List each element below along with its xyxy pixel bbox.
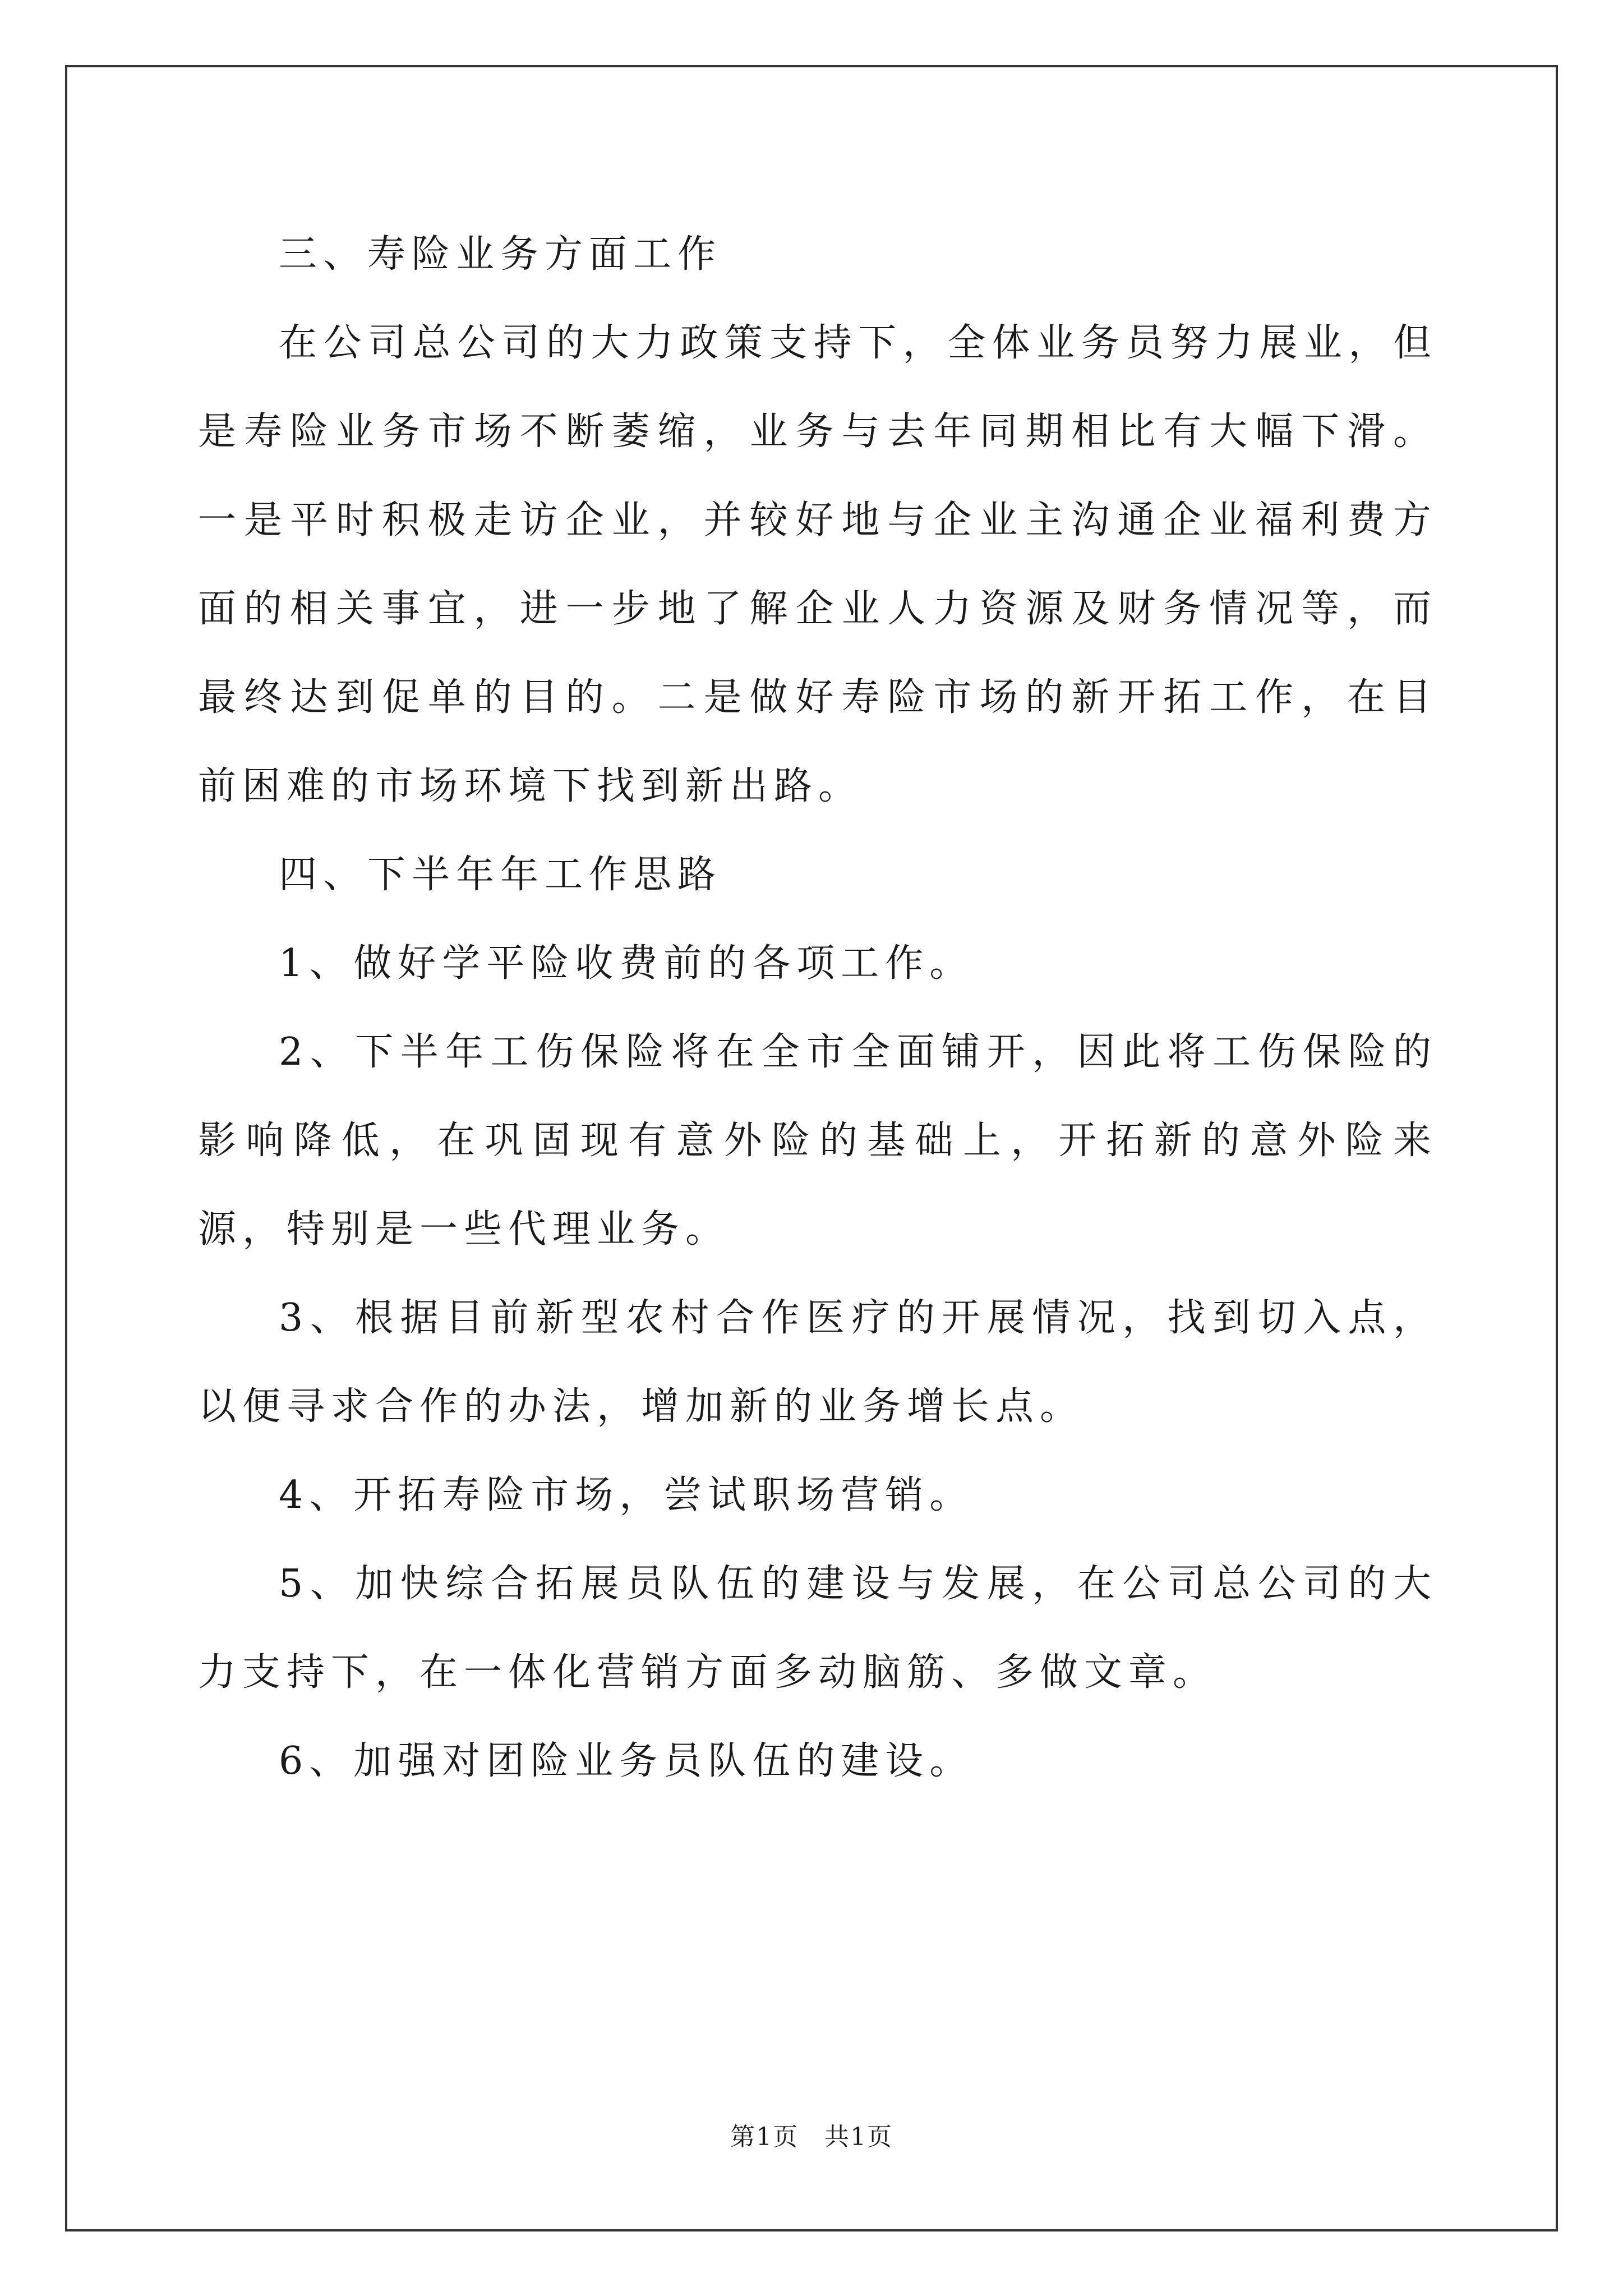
page-number-footer: 第1页 共1页 xyxy=(730,2123,893,2151)
list-item-6: 6、加强对团险业务员队伍的建设。 xyxy=(279,1739,974,1783)
list-item-3: 3、根据目前新型农村合作医疗的开展情况，找到切入点，以便寻求合作的办法，增加新的业务增长点。 xyxy=(198,1296,1437,1429)
list-item-4: 4、开拓寿险市场，尝试职场营销。 xyxy=(279,1473,974,1517)
document-body xyxy=(198,210,1437,1806)
section-heading-second-half-plan: 四、下半年年工作思路 xyxy=(279,853,722,897)
list-item-2: 2、下半年工伤保险将在全市全面铺开，因此将工伤保险的影响降低，在巩固现有意外险的基础上，开拓新的意外险来源，特别是一些代理业务。 xyxy=(198,1030,1437,1251)
section-heading-life-insurance: 三、寿险业务方面工作 xyxy=(279,232,722,277)
paragraph-life-insurance: 在公司总公司的大力政策支持下，全体业务员努力展业，但是寿险业务市场不断萎缩，业务与去年同期相比有大幅下滑。一是平时积极走访企业，并较好地与企业主沟通企业福利费方面的相关事宜，进一步地了解企业人力资源及财务情况等，而最终达到促单的目的。二是做好寿险市场的新开拓工作，在目前困难的市场环境下找到新出路。 xyxy=(198,321,1437,808)
list-item-5: 5、加快综合拓展员队伍的建设与发展，在公司总公司的大力支持下，在一体化营销方面多动脑筋、多做文章。 xyxy=(198,1562,1437,1695)
list-item-1: 1、做好学平险收费前的各项工作。 xyxy=(279,941,974,986)
